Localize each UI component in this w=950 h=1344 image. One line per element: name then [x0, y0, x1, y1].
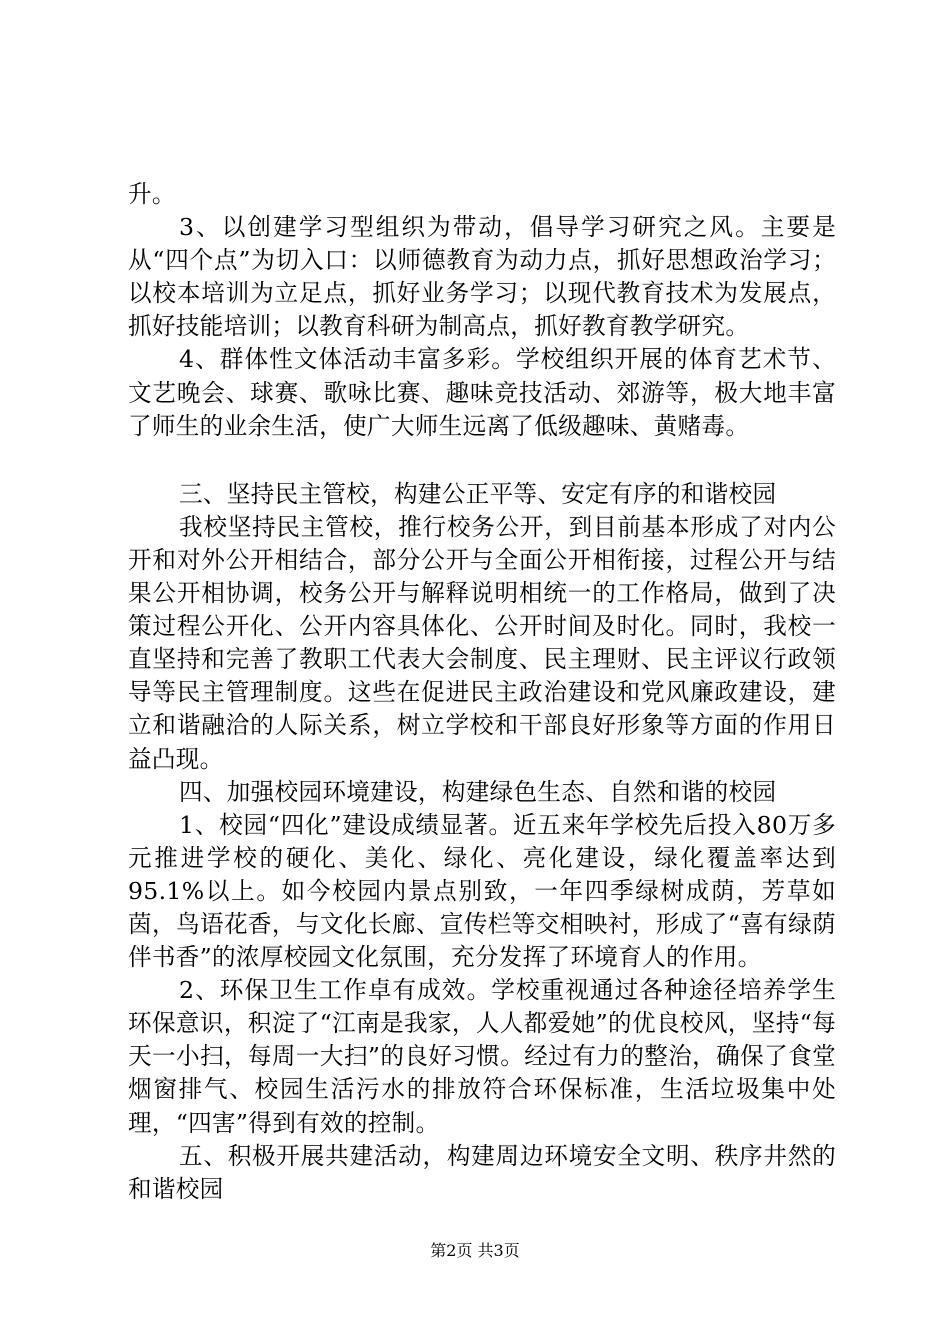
paragraph-democratic-management: 我校坚持民主管校，推行校务公开，到目前基本形成了对内公开和对外公开相结合，部分公开与全面公开相衔接，过程公开与结果公开相协调，校务公开与解释说明相统一的工作格局，做到了决策过程公开化、公开内容具体化、公开时间及时化。同时，我校一直坚持和完善了教职工代表大会制度、民主理财、民主评议行政领导等民主管理制度。这些在促进民主政治建设和党风廉政建设，建立和谐融洽的人际关系，树立学校和干部良好形象等方面的作用日益凸现。 — [128, 512, 836, 773]
paragraph-item-4: 4、群体性文体活动丰富多彩。学校组织开展的体育艺术节、文艺晚会、球赛、歌咏比赛、趣味竞技活动、郊游等，极大地丰富了师生的业余生活，使广大师生远离了低级趣味、黄赌毒。 — [128, 345, 836, 440]
section-heading-4: 四、加强校园环境建设，构建绿色生态、自然和谐的校园 — [179, 777, 777, 806]
paragraph-campus-greening: 1、校园“四化”建设成绩显著。近五来年学校先后投入80万多元推进学校的硬化、美化、绿化、亮化建设，绿化覆盖率达到95.1%以上。如今校园内景点别致，一年四季绿树成荫，芳草如茵，鸟语花香，与文化长廊、宣传栏等交相映衬，形成了“喜有绿荫伴书香”的浓厚校园文化氛围，充分发挥了环境育人的作用。 — [128, 810, 836, 972]
paragraph-gap — [128, 443, 836, 478]
section-heading-5: 五、积极开展共建活动，构建周边环境安全文明、秩序井然的和谐校园 — [128, 1141, 836, 1203]
paragraph-environmental-hygiene: 2、环保卫生工作卓有成效。学校重视通过各种途径培养学生环保意识，积淀了“江南是我家，人人都爱她”的优良校风，坚持“每天一小扫，每周一大扫”的良好习惯。经过有力的整治，确保了食堂烟窗排气、校园生活污水的排放符合环保标准，生活垃圾集中处理，“四害”得到有效的控制。 — [128, 976, 836, 1137]
document-body — [128, 178, 836, 1206]
section-heading-3: 三、坚持民主管校，构建公正平等、安定有序的和谐校园 — [179, 479, 777, 508]
paragraph-item-3: 3、以创建学习型组织为带动，倡导学习研究之风。主要是从“四个点”为切入口：以师德教育为动力点，抓好思想政治学习；以校本培训为立足点，抓好业务学习；以现代教育技术为发展点，抓好技能培训；以教育科研为制高点，抓好教育教学研究。 — [128, 213, 836, 341]
page-footer: 第2页 共3页 — [430, 1241, 520, 1260]
paragraph-continuation: 升。 — [128, 180, 176, 208]
